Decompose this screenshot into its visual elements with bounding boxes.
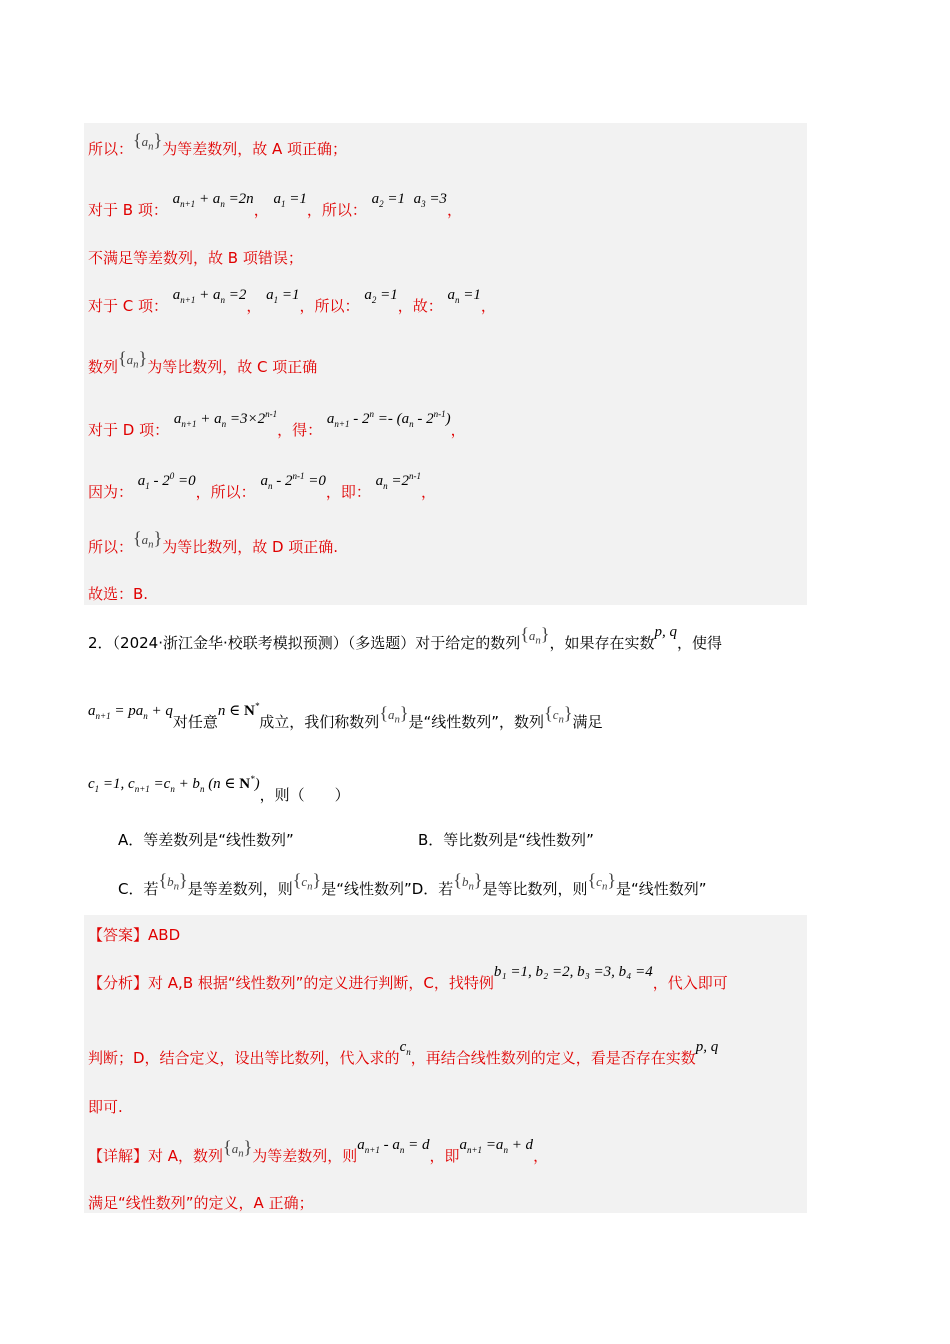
- eq-n-in-N: n ∈ N*: [217, 701, 260, 719]
- eq-b2: $a_1 =1$: [273, 191, 307, 209]
- eq-b1: $a_{n+1} + a_n =2n$: [172, 191, 254, 209]
- eq-recur: $a_{n+1} =a_n + d$: [459, 1137, 534, 1155]
- line-7: 因为： $a_1 - 2^0 =0$，所以： $a_n - 2^{n-1} =0$，即： $a_n =2^{n-1}$，: [88, 471, 437, 501]
- sequence-an: $\{a_n\}$: [520, 624, 550, 647]
- eq-b-values: b₁ =1, b₂ =2, b₃ =3, b₄ =4: [493, 964, 653, 980]
- line-8: 所以：$\{a_n\}$为等比数列，故 D 项正确.: [88, 528, 339, 556]
- eq-cn-def: $c_1 =1$, $c_{n+1} =c_n + b_n$ (n ∈ N*): [88, 774, 260, 794]
- option-c-d: [118, 870, 707, 905]
- line-4: 对于 C 项： $a_{n+1} + a_n =2$， $a_1 =1$，所以： $a_2 =1$，故： $a_n =1$，: [88, 287, 496, 315]
- p-q: p, q: [654, 624, 677, 640]
- eq-c4: $a_n =1$: [447, 287, 481, 305]
- sequence-an: $\{a_n\}$: [133, 528, 163, 551]
- eq-e1: $a_1 - 2^0 =0$: [137, 471, 196, 491]
- question-2-line-1: 2．（2024·浙江金华·校联考模拟预测）（多选题）对于给定的数列$\{a_n\}$，如果存在实数p, q，使得: [88, 624, 722, 652]
- option-c[interactable]: C．若$\{b_n\}$是等差数列，则$\{c_n\}$是“线性数列”: [118, 870, 412, 898]
- eq-c2: $a_1 =1$: [266, 287, 300, 305]
- eq-linear: $a_{n+1} = pa_n + q$: [88, 703, 173, 721]
- eq-c3: $a_2 =1$: [364, 287, 398, 305]
- question-2-line-2: $a_{n+1} = pa_n + q$对任意n ∈ N*成立，我们称数列$\{a_n\}$是“线性数列”，数列$\{c_n\}$满足: [88, 701, 603, 731]
- question-2-line-3: $c_1 =1$, $c_{n+1} =c_n + b_n$ (n ∈ N*)，则（ ）: [88, 774, 350, 804]
- sequence-cn: $\{c_n\}$: [587, 870, 616, 893]
- line-2: 对于 B 项： $a_{n+1} + a_n =2n$， $a_1 =1$，所以： $a_2 =1$ $a_3 =3$，: [88, 191, 462, 219]
- detail-line-2: 满足“线性数列”的定义，A 正确；: [88, 1194, 314, 1212]
- eq-d1: $a_{n+1} + a_n =3\times 2^{n-1}$: [173, 409, 278, 429]
- eq-b3: $a_2 =1$: [371, 191, 406, 209]
- answer-line: 【答案】ABD: [88, 926, 181, 944]
- analysis-line-2: 判断；D，结合定义，设出等比数列，代入求的$c_n$，再结合线性数列的定义，看是否存在实数p, q: [88, 1039, 719, 1067]
- sequence-an: $\{a_n\}$: [118, 348, 148, 371]
- eq-d2: $a_{n+1} - 2^n =- (a_n - 2^{n-1})$: [326, 409, 451, 429]
- sequence-bn: $\{b_n\}$: [453, 870, 483, 893]
- sequence-cn: $\{c_n\}$: [544, 703, 573, 726]
- detail-line-1: 【详解】对 A，数列$\{a_n\}$为等差数列，则$a_{n+1} - a_n = d$，即$a_{n+1} =a_n + d$，: [88, 1137, 549, 1165]
- line-9: 故选：B.: [88, 585, 149, 603]
- eq-diff: $a_{n+1} - a_n = d$: [357, 1137, 430, 1155]
- sequence-cn: $\{c_n\}$: [292, 870, 322, 893]
- line-3: 不满足等差数列，故 B 项错误；: [88, 249, 303, 267]
- p-q: p, q: [695, 1039, 719, 1055]
- eq-cn: $c_n$: [399, 1039, 411, 1057]
- sequence-bn: $\{b_n\}$: [158, 870, 188, 893]
- eq-b4: $a_3 =3$: [413, 191, 447, 209]
- analysis-line-1: 【分析】对 A,B 根据“线性数列”的定义进行判断，C，找特例b₁ =1, b₂ =2, b₃ =3, b₄ =4，代入即可: [88, 964, 728, 992]
- line-5: 数列$\{a_n\}$为等比数列，故 C 项正确: [88, 348, 318, 376]
- line-6: 对于 D 项： $a_{n+1} + a_n =3\times 2^{n-1}$，得： $a_{n+1} - 2^n =- (a_n - 2^{n-1})$，: [88, 409, 466, 439]
- analysis-line-3: 即可.: [88, 1098, 123, 1116]
- eq-e3: $a_n =2^{n-1}$: [375, 471, 422, 491]
- eq-c1: $a_{n+1} + a_n =2$: [172, 287, 247, 305]
- sequence-an: $\{a_n\}$: [133, 130, 163, 153]
- line-1: 所以：$\{a_n\}$为等差数列，故 A 项正确；: [88, 130, 348, 158]
- eq-e2: $a_n - 2^{n-1} =0$: [260, 471, 326, 491]
- option-b[interactable]: B．等比数列是“线性数列”: [418, 831, 594, 849]
- option-a[interactable]: A．等差数列是“线性数列”: [118, 831, 294, 849]
- sequence-an: $\{a_n\}$: [379, 703, 409, 726]
- sequence-an: $\{a_n\}$: [223, 1137, 253, 1160]
- option-d[interactable]: D．若$\{b_n\}$是等比数列，则$\{c_n\}$是“线性数列”: [411, 870, 707, 898]
